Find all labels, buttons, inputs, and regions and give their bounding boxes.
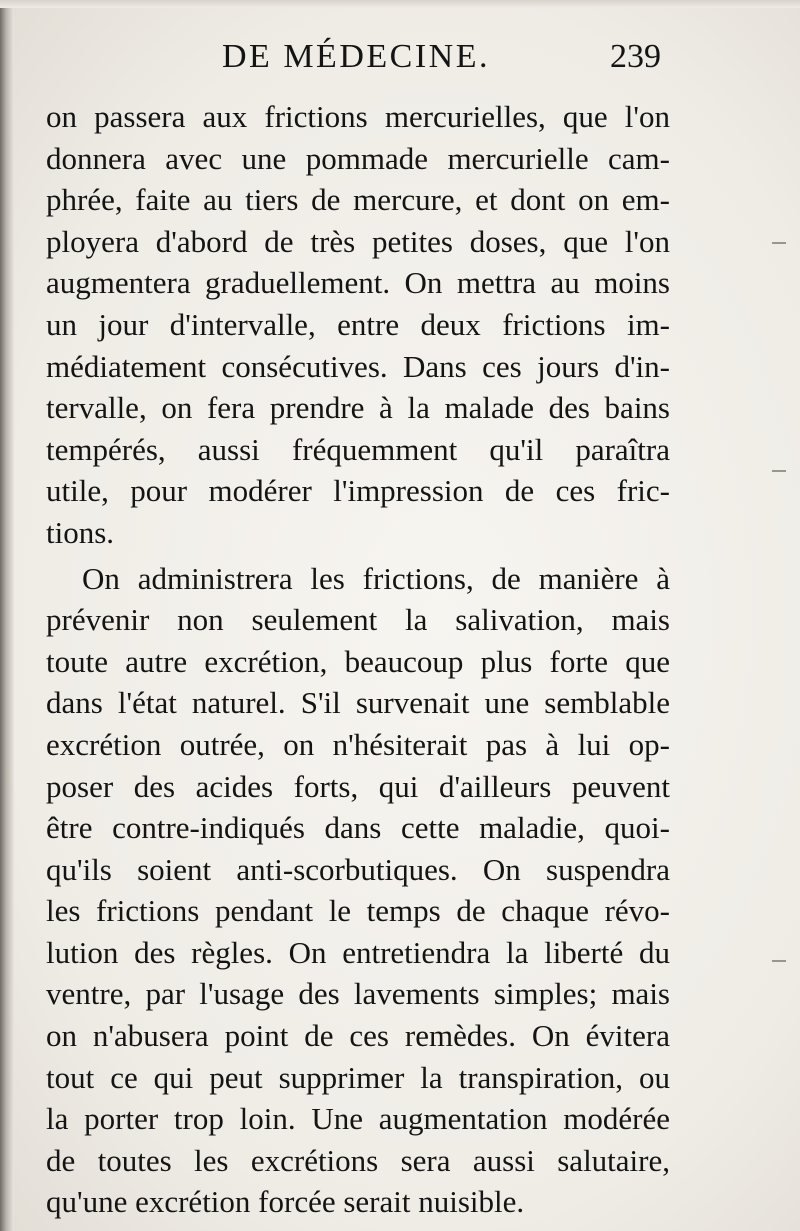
page-header [0, 38, 800, 88]
text-line: utile, pour modérer l'impression de ces fric- [46, 473, 670, 509]
margin-mark [772, 470, 786, 472]
text-line: On administrera les frictions, de manière à [82, 560, 670, 596]
text-line: tions. [46, 514, 115, 550]
page-gutter-shadow [0, 0, 14, 1231]
margin-mark [772, 960, 786, 962]
text-line: tout ce qui peut supprimer la transpiration, ou [46, 1059, 670, 1095]
text-line: poser des acides forts, qui d'ailleurs peuvent [46, 768, 670, 804]
margin-mark [772, 242, 786, 244]
text-line: de toutes les excrétions sera aussi salutaire, [46, 1142, 670, 1178]
text-line: ployera d'abord de très petites doses, que l'on [46, 223, 670, 259]
text-line: médiatement consécutives. Dans ces jours d'in- [46, 348, 670, 384]
text-line: un jour d'intervalle, entre deux frictions im- [46, 306, 670, 342]
text-line: qu'ils soient anti-scorbutiques. On suspendra [46, 851, 670, 887]
body-text [46, 96, 670, 1223]
text-line: donnera avec une pommade mercurielle cam- [46, 140, 670, 176]
page-number: 239 [610, 38, 661, 75]
text-line: prévenir non seulement la salivation, mais [46, 602, 670, 638]
paragraph-2 [46, 558, 670, 1224]
text-line: on passera aux frictions mercurielles, que l'on [46, 99, 670, 134]
text-line: être contre-indiqués dans cette maladie, quoi- [46, 810, 670, 846]
text-line: tervalle, on fera prendre à la malade des bains [46, 390, 670, 426]
running-title: DE MÉDECINE. [222, 38, 490, 75]
text-line: les frictions pendant le temps de chaque révo- [46, 893, 670, 929]
text-line: qu'une excrétion forcée serait nuisible. [46, 1184, 525, 1220]
text-line: la porter trop loin. Une augmentation modérée [46, 1101, 670, 1137]
text-line: lution des règles. On entretiendra la liberté du [46, 934, 670, 970]
text-line: toute autre excrétion, beaucoup plus forte que [46, 643, 670, 679]
text-line: tempérés, aussi fréquemment qu'il paraîtra [46, 431, 670, 467]
text-line: ventre, par l'usage des lavements simples; mais [46, 976, 670, 1012]
page-top-edge [0, 0, 800, 8]
text-line: augmentera graduellement. On mettra au moins [46, 265, 670, 301]
text-line: phrée, faite au tiers de mercure, et dont on em- [46, 182, 670, 218]
paragraph-1 [46, 96, 670, 554]
text-line: excrétion outrée, on n'hésiterait pas à lui op- [46, 726, 670, 762]
text-line: dans l'état naturel. S'il survenait une semblable [46, 685, 670, 721]
text-line: on n'abusera point de ces remèdes. On évitera [46, 1018, 670, 1054]
